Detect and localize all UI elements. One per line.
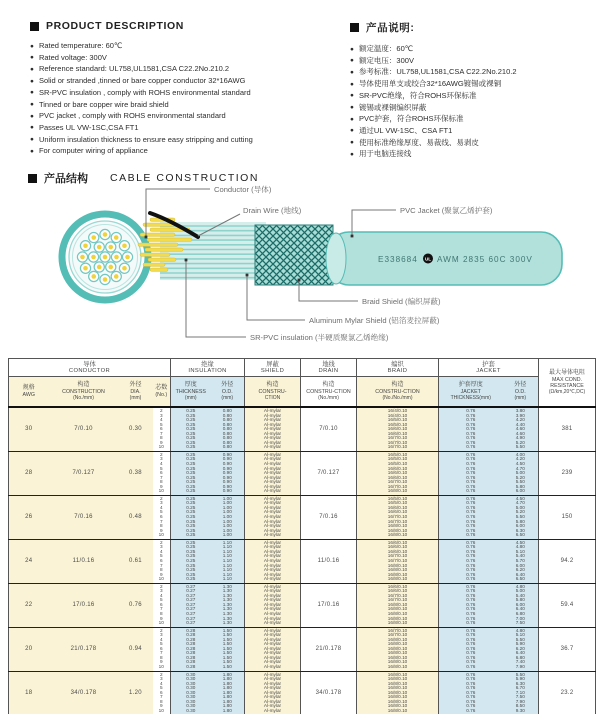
cores-cell: 2 3 4 5 6 7 8 9 10: [153, 539, 171, 583]
insulation-od-cell: 1.80 1.80 1.80 1.80 1.80 1.80 1.80 1.80 1.80: [211, 671, 245, 714]
insulation-thickness-cell: 0.25 0.25 0.25 0.25 0.25 0.25 0.25 0.25 0.25: [171, 539, 211, 583]
braid-construction-cell: 16/5/0.10 16/5/0.10 16/5/0.10 16/6/0.10 16/6/0.10 16/6/0.10 16/7/0.10 16/7/0.10 16/8/0.10: [357, 451, 439, 495]
conductor-construction-cell: 7/0.10: [49, 407, 119, 451]
product-description-section: [30, 20, 345, 158]
conductor-construction-cell: 34/0.178: [49, 671, 119, 714]
bullet-item: ● Reference standard: UL758,UL1581,CSA C22.2No.210.2: [30, 64, 345, 76]
cores-cell: 2 3 4 5 6 7 8 9 10: [153, 627, 171, 671]
bullet-item: ● Rated temperature: 60℃: [30, 41, 345, 53]
awg-cell: 30: [9, 407, 49, 451]
spec-row-awg-24: [9, 539, 596, 583]
column-header-insulation-thickness: 厚度 THICKNESS (mm): [171, 377, 211, 408]
insulation-od-cell: 0.90 0.90 0.90 0.90 0.90 0.90 0.90 0.90 0.90: [211, 451, 245, 495]
awg-cell: 24: [9, 539, 49, 583]
jacket-od-cell: 3.80 3.90 4.20 4.40 4.60 4.60 4.90 5.20 5.50: [503, 407, 539, 451]
bullet-item: ● SR-PVC绝缘，符合ROHS环保标准: [350, 91, 595, 103]
insulation-od-cell: 0.80 0.80 0.80 0.80 0.80 0.80 0.80 0.80 0.80: [211, 407, 245, 451]
insulation-od-cell: 1.30 1.30 1.30 1.30 1.30 1.30 1.30 1.30 1.30: [211, 583, 245, 627]
jacket-od-cell: 4.80 5.10 5.50 5.90 6.20 6.40 6.80 7.40 7.90: [503, 627, 539, 671]
conductor-dia-cell: 0.61: [119, 539, 153, 583]
bullet-item: ● Rated voltage: 300V: [30, 53, 345, 65]
braid-construction-cell: 16/6/0.10 16/6/0.10 16/6/0.10 16/7/0.10 16/7/0.10 16/8/0.10 16/8/0.10 16/8/0.10 16/8/0.10: [357, 539, 439, 583]
shield-construction-cell: Al-mylar Al-mylar Al-mylar Al-mylar Al-mylar Al-mylar Al-mylar Al-mylar Al-mylar: [245, 627, 301, 671]
table-column-header-row: [9, 377, 596, 408]
conductor-label: Conductor (导体): [214, 185, 272, 194]
insulation-od-cell: 1.00 1.00 1.00 1.00 1.00 1.00 1.00 1.00 1.00: [211, 495, 245, 539]
braid-shield-label: Braid Shield (编织屏蔽): [362, 297, 441, 306]
insulation-thickness-cell: 0.25 0.25 0.25 0.25 0.25 0.25 0.25 0.25 0.25: [171, 407, 211, 451]
product-description-title-text: PRODUCT DESCRIPTION: [46, 20, 184, 32]
jacket-od-cell: 5.50 5.90 6.30 6.70 7.10 7.50 7.90 8.50 9.30: [503, 671, 539, 714]
drain-wire-label: Drain Wire (地线): [243, 206, 302, 215]
bullet-item: ● 使用标准绝缘厚度、易裁线、易剥皮: [350, 138, 595, 150]
jacket-thickness-cell: 0.76 0.76 0.76 0.76 0.76 0.76 0.76 0.76 0.76: [439, 495, 503, 539]
bullet-item: ● 参考标准：UL758,UL1581,CSA C22.2No.210.2: [350, 67, 595, 79]
column-header-awg: 规格 AWG: [9, 377, 49, 408]
bullet-item: ● PVC护套，符合ROHS环保标准: [350, 114, 595, 126]
jacket-print-right: AWM 2835 60C 300V: [437, 255, 533, 264]
shield-construction-cell: Al-mylar Al-mylar Al-mylar Al-mylar Al-mylar Al-mylar Al-mylar Al-mylar Al-mylar: [245, 451, 301, 495]
group-header-insulation: 绝缘 INSULATION: [171, 359, 245, 377]
drain-construction-cell: 7/0.16: [301, 495, 357, 539]
resistance-cell: 150: [539, 495, 596, 539]
spec-row-awg-20: [9, 627, 596, 671]
cores-cell: 2 3 4 5 6 7 8 9 10: [153, 407, 171, 451]
bullet-item: ● 额定温度：60℃: [350, 44, 595, 56]
spec-row-awg-30: [9, 407, 596, 451]
bullet-item: ● 镀锡或裸铜编织屏蔽: [350, 103, 595, 115]
jacket-od-cell: 4.50 4.80 5.10 5.40 5.70 6.00 6.20 6.40 6.50: [503, 539, 539, 583]
product-description-zh-title: [350, 20, 595, 35]
resistance-cell: 23.2: [539, 671, 596, 714]
bullet-item: ● PVC jacket , comply with ROHS environmental standard: [30, 111, 345, 123]
sr-pvc-insulation-label: SR-PVC insulation (半硬质聚氯乙烯绝缘): [250, 333, 389, 342]
cable-construction-diagram: [0, 180, 603, 356]
bullet-item: ● 额定电压：300V: [350, 56, 595, 68]
group-header-jacket: 护套 JACKET: [439, 359, 539, 377]
resistance-cell: 381: [539, 407, 596, 451]
product-description-title: [30, 20, 345, 32]
group-header-shield: 屏蔽 SHIELD: [245, 359, 301, 377]
product-description-zh-list: [350, 44, 595, 161]
drain-construction-cell: 21/0.178: [301, 627, 357, 671]
spec-row-awg-22: [9, 583, 596, 627]
square-bullet-icon: [30, 22, 39, 31]
svg-text:UL: UL: [424, 256, 432, 262]
resistance-cell: 94.2: [539, 539, 596, 583]
column-header-insulation-od: 外径 O.D. (mm): [211, 377, 245, 408]
product-description-list: [30, 41, 345, 158]
braid-construction-cell: 16/4/0.10 16/4/0.10 16/5/0.10 16/5/0.10 16/6/0.10 16/6/0.10 16/7/0.10 16/7/0.10 16/7/0.10: [357, 407, 439, 451]
spec-table: [8, 358, 596, 714]
conductor-dia-cell: 1.20: [119, 671, 153, 714]
column-header-conductor-construction: 构造 CONSTRUCTION (No./mm): [49, 377, 119, 408]
drain-construction-cell: 11/0.16: [301, 539, 357, 583]
spec-row-awg-26: [9, 495, 596, 539]
conductor-construction-cell: 21/0.178: [49, 627, 119, 671]
cable-3d-view: [138, 213, 562, 285]
bullet-item: ● SR-PVC insulation , comply with ROHS environmental standard: [30, 88, 345, 100]
cores-cell: 2 3 4 5 6 7 8 9 10: [153, 495, 171, 539]
group-header-conductor: 导体 CONDUCTOR: [9, 359, 171, 377]
braid-construction-cell: 16/8/0.10 16/8/0.10 16/8/0.10 16/8/0.10 16/8/0.10 16/8/0.10 16/8/0.10 16/8/0.10 16/8/0.10: [357, 671, 439, 714]
conductor-dia-cell: 0.30: [119, 407, 153, 451]
drain-construction-cell: 17/0.16: [301, 583, 357, 627]
aluminum-mylar-shield-label: Aluminum Mylar Shield (铝箔麦拉屏蔽): [309, 316, 440, 325]
cores-cell: 2 3 4 5 6 7 8 9 10: [153, 451, 171, 495]
drain-construction-cell: 34/0.178: [301, 671, 357, 714]
group-header-drain: 地线 DRAIN: [301, 359, 357, 377]
column-header-cores: 芯数 (No.): [153, 377, 171, 408]
conductor-construction-cell: 17/0.16: [49, 583, 119, 627]
column-header-conductor-dia: 外径 DIA. (mm): [119, 377, 153, 408]
shield-construction-cell: Al-mylar Al-mylar Al-mylar Al-mylar Al-mylar Al-mylar Al-mylar Al-mylar Al-mylar: [245, 407, 301, 451]
jacket-print-left: E338684: [378, 255, 418, 264]
awg-cell: 22: [9, 583, 49, 627]
jacket-od-cell: 4.80 5.00 5.40 5.80 6.00 6.40 6.80 7.00 7.50: [503, 583, 539, 627]
bullet-item: ● Uniform insulation thickness to ensure easy stripping and cutting: [30, 135, 345, 147]
insulation-thickness-cell: 0.30 0.30 0.30 0.30 0.30 0.30 0.30 0.30 0.30: [171, 671, 211, 714]
spec-row-awg-18: [9, 671, 596, 714]
jacket-thickness-cell: 0.76 0.76 0.76 0.76 0.76 0.76 0.76 0.76 0.76: [439, 539, 503, 583]
resistance-cell: 36.7: [539, 627, 596, 671]
column-header-drain-construction: 构造 CONSTRU-CTION (No./mm): [301, 377, 357, 408]
insulation-thickness-cell: 0.28 0.28 0.28 0.28 0.28 0.28 0.28 0.28 0.28: [171, 627, 211, 671]
braid-construction-cell: 16/7/0.10 16/7/0.10 16/8/0.10 16/8/0.10 16/8/0.10 16/8/0.10 16/8/0.10 16/8/0.10 16/8/0.10: [357, 627, 439, 671]
braid-construction-cell: 16/5/0.10 16/5/0.10 16/6/0.10 16/6/0.10 16/7/0.10 16/7/0.10 16/8/0.10 16/8/0.10 16/8/0.10: [357, 495, 439, 539]
bullet-item: ● 用于电脑连接线: [350, 149, 595, 161]
drain-construction-cell: 7/0.10: [301, 407, 357, 451]
shield-construction-cell: Al-mylar Al-mylar Al-mylar Al-mylar Al-mylar Al-mylar Al-mylar Al-mylar Al-mylar: [245, 539, 301, 583]
conductor-construction-cell: 7/0.127: [49, 451, 119, 495]
bullet-item: ● 导体使用单支或绞合32*16AWG镀锡或裸铜: [350, 79, 595, 91]
bullet-item: ● Passes UL VW-1SC,CSA FT1: [30, 123, 345, 135]
insulation-od-cell: 1.10 1.10 1.10 1.10 1.10 1.10 1.10 1.10 1.10: [211, 539, 245, 583]
braid-shield-layer: [255, 225, 333, 285]
jacket-thickness-cell: 0.76 0.76 0.76 0.76 0.76 0.76 0.76 0.76 0.76: [439, 583, 503, 627]
shield-construction-cell: Al-mylar Al-mylar Al-mylar Al-mylar Al-mylar Al-mylar Al-mylar Al-mylar Al-mylar: [245, 495, 301, 539]
shield-construction-cell: Al-mylar Al-mylar Al-mylar Al-mylar Al-mylar Al-mylar Al-mylar Al-mylar Al-mylar: [245, 671, 301, 714]
construction-title-zh: 产品结构: [44, 173, 88, 185]
column-header-shield-construction: 构造 CONSTRU- CTION: [245, 377, 301, 408]
bullet-item: ● For computer wiring of appliance: [30, 146, 345, 158]
spec-table-wrapper: [8, 358, 596, 714]
cable-cross-section: [62, 214, 148, 300]
product-description-zh-section: [350, 20, 595, 161]
conductor-dia-cell: 0.38: [119, 451, 153, 495]
ul-logo: [423, 254, 433, 264]
jacket-thickness-cell: 0.76 0.76 0.76 0.76 0.76 0.76 0.76 0.76 0.76: [439, 407, 503, 451]
awg-cell: 26: [9, 495, 49, 539]
resistance-cell: 59.4: [539, 583, 596, 627]
braid-construction-cell: 16/6/0.10 16/6/0.10 16/7/0.10 16/7/0.10 16/8/0.10 16/8/0.10 16/8/0.10 16/8/0.10 16/8/0.10: [357, 583, 439, 627]
conductor-construction-cell: 11/0.16: [49, 539, 119, 583]
awg-cell: 20: [9, 627, 49, 671]
bullet-item: ● Tinned or bare copper wire braid shield: [30, 100, 345, 112]
bullet-item: ● 通过UL VW-1SC、CSA FT1: [350, 126, 595, 138]
conductor-dia-cell: 0.48: [119, 495, 153, 539]
jacket-od-cell: 4.00 4.20 4.50 4.70 5.00 5.20 5.50 5.80 6.00: [503, 451, 539, 495]
pvc-jacket-label: PVC Jacket (聚氯乙烯护套): [400, 206, 493, 215]
cores-cell: 2 3 4 5 6 7 8 9 10: [153, 583, 171, 627]
construction-title-en: CABLE CONSTRUCTION: [110, 172, 259, 184]
jacket-thickness-cell: 0.76 0.76 0.76 0.76 0.76 0.76 0.76 0.76 0.76: [439, 451, 503, 495]
spec-row-awg-28: [9, 451, 596, 495]
insulation-thickness-cell: 0.25 0.25 0.25 0.25 0.25 0.25 0.25 0.25 0.25: [171, 451, 211, 495]
insulation-thickness-cell: 0.27 0.27 0.27 0.27 0.27 0.27 0.27 0.27 0.27: [171, 583, 211, 627]
resistance-cell: 239: [539, 451, 596, 495]
column-header-resistance: 最大导体电阻 MAX COND. RESISTANCE (Ω/km,20℃,DC): [539, 359, 596, 408]
group-header-braid: 编织 BRAID: [357, 359, 439, 377]
jacket-thickness-cell: 0.76 0.76 0.76 0.76 0.76 0.76 0.76 0.76 0.76: [439, 671, 503, 714]
shield-construction-cell: Al-mylar Al-mylar Al-mylar Al-mylar Al-mylar Al-mylar Al-mylar Al-mylar Al-mylar: [245, 583, 301, 627]
square-bullet-icon: [350, 23, 359, 32]
conductor-dia-cell: 0.76: [119, 583, 153, 627]
bullet-item: ● Solid or stranded ,tinned or bare copper conductor 32*16AWG: [30, 76, 345, 88]
jacket-end-cap: [326, 233, 346, 284]
insulation-od-cell: 1.50 1.50 1.50 1.50 1.50 1.50 1.50 1.50 1.50: [211, 627, 245, 671]
drain-construction-cell: 7/0.127: [301, 451, 357, 495]
column-header-braid-construction: 构造 CONSTRU-CTION (No./No./mm): [357, 377, 439, 408]
jacket-od-cell: 4.50 4.70 5.00 5.20 5.50 5.80 6.00 6.30 6.50: [503, 495, 539, 539]
column-header-jacket-od: 外径 O.D. (mm): [503, 377, 539, 408]
awg-cell: 18: [9, 671, 49, 714]
conductor-dia-cell: 0.94: [119, 627, 153, 671]
conductor-construction-cell: 7/0.16: [49, 495, 119, 539]
jacket-thickness-cell: 0.76 0.76 0.76 0.76 0.76 0.76 0.76 0.76 0.76: [439, 627, 503, 671]
table-group-header-row: [9, 359, 596, 377]
cores-cell: 2 3 4 5 6 7 8 9 10: [153, 671, 171, 714]
column-header-jacket-thickness: 护套厚度 JACKET THICKNESS(mm): [439, 377, 503, 408]
awg-cell: 28: [9, 451, 49, 495]
product-description-zh-title-text: 产品说明:: [366, 22, 415, 34]
insulation-thickness-cell: 0.25 0.25 0.25 0.25 0.25 0.25 0.25 0.25 0.25: [171, 495, 211, 539]
